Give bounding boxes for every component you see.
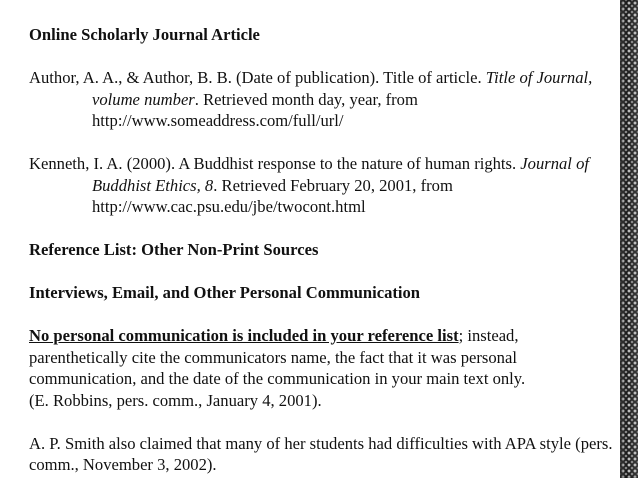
decorative-edge bbox=[620, 0, 638, 478]
heading-online-journal: Online Scholarly Journal Article bbox=[29, 25, 260, 44]
template-prefix: Author, A. A., & Author, B. B. (Date of publication). Title of article. bbox=[29, 68, 486, 87]
personal-communication-paragraph bbox=[29, 325, 614, 411]
example-prefix: Kenneth, I. A. (2000). A Buddhist response to the nature of human rights. bbox=[29, 154, 521, 173]
heading-non-print: Reference List: Other Non-Print Sources bbox=[29, 240, 319, 259]
example-suffix: . Retrieved February 20, 2001, from http://www.cac.psu.edu/jbe/twocont.html bbox=[92, 175, 453, 216]
personal-rest: ; instead, parenthetically cite the communicators name, the fact that it was personal communication, and the date of the communication in your main text only. bbox=[29, 326, 526, 388]
personal-underlined: No personal communication is included in your reference list bbox=[29, 326, 459, 345]
reference-template bbox=[29, 67, 614, 132]
template-suffix: . Retrieved month day, year, from http://www.someaddress.com/full/url/ bbox=[92, 89, 418, 130]
smith-paragraph: A. P. Smith also claimed that many of her students had difficulties with APA style (pers. comm., November 3, 2002). bbox=[29, 433, 613, 474]
example-journal: Journal of Buddhist Ethics, 8 bbox=[92, 154, 589, 195]
template-journal: Title of Journal, volume number bbox=[92, 68, 593, 109]
heading-personal-communication: Interviews, Email, and Other Personal Communication bbox=[29, 283, 421, 302]
reference-example bbox=[29, 153, 614, 218]
slide-content bbox=[29, 24, 614, 476]
personal-citation: (E. Robbins, pers. comm., January 4, 2001). bbox=[29, 390, 322, 410]
